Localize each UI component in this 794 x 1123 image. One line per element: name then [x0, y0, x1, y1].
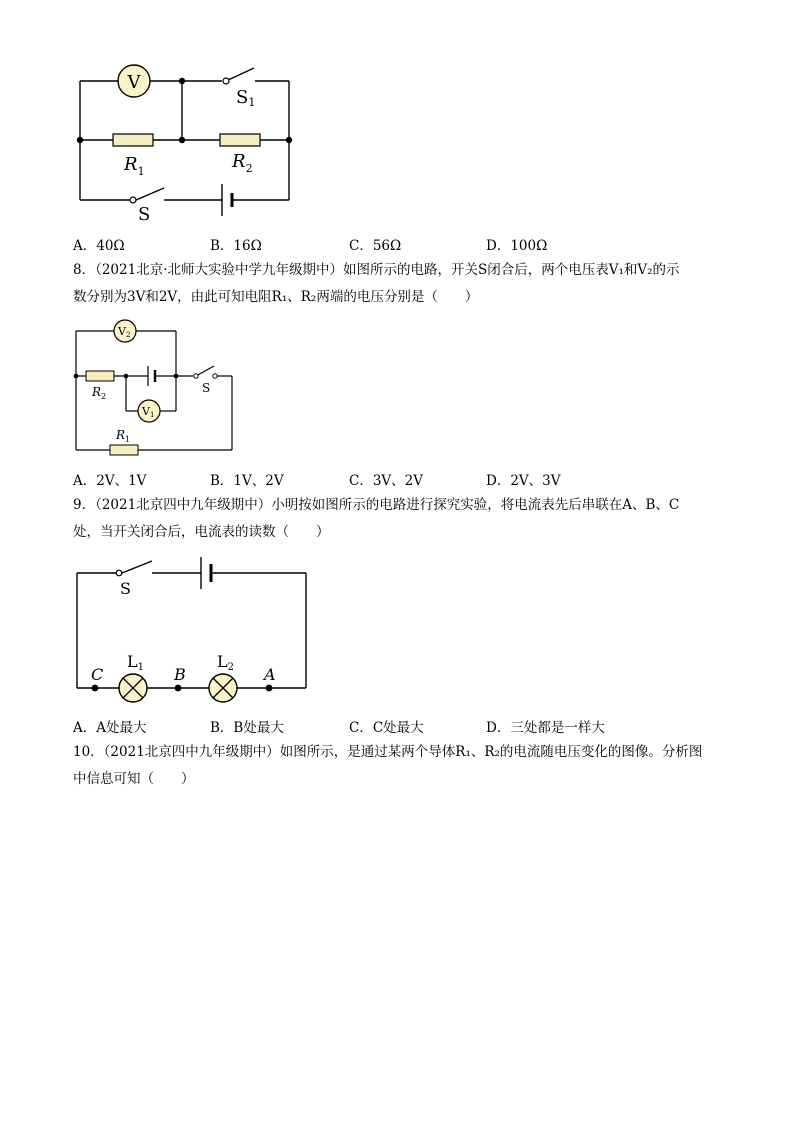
point-c-label: C [91, 665, 104, 684]
q10-stem-line2: 中信息可知（ ） [73, 771, 195, 787]
q8-stem-line2: 数分别为3V和2V，由此可知电阻R₁、R₂两端的电压分别是（ ） [73, 289, 479, 305]
point-a-label: A [264, 665, 276, 684]
resistor-r2-label: $R_2$ [92, 385, 107, 401]
voltmeter-v2-label: V2 [118, 325, 131, 339]
q9-stem-line1: 9．（2021北京四中九年级期中）小明按如图所示的电路进行探究实验，将电流表先后串联在A、B、C [73, 497, 680, 513]
resistor-r1-label: $R_1$ [116, 428, 131, 444]
q7-option-a[interactable]: A．40Ω [73, 238, 125, 254]
q9-option-b[interactable]: B．B处最大 [210, 720, 284, 736]
q9-stem-line2: 处，当开关闭合后，电流表的读数（ ） [73, 524, 330, 540]
q9-options [73, 716, 713, 736]
point-b-label: B [174, 665, 186, 684]
resistor-r2-label: $R_2$ [232, 151, 253, 175]
q8-option-b[interactable]: B．1V、2V [210, 473, 284, 489]
q8-option-c[interactable]: C．3V、2V [349, 473, 424, 489]
point-b [175, 685, 182, 692]
point-a [266, 685, 273, 692]
switch-s-label: S [138, 204, 151, 225]
switch-s-label: S [120, 579, 131, 598]
point-c [92, 685, 99, 692]
q9-option-a[interactable]: A．A处最大 [73, 720, 147, 736]
resistor-r1-label: $R_1$ [124, 154, 145, 178]
lamp-l2-label: L2 [217, 652, 234, 673]
q9-option-c[interactable]: C．C处最大 [349, 720, 424, 736]
voltmeter-label: V [127, 72, 141, 93]
q7-option-c[interactable]: C．56Ω [349, 238, 402, 254]
voltmeter-v1-label: V1 [142, 405, 155, 419]
lamp-l1 [119, 674, 147, 702]
q7-option-b[interactable]: B．16Ω [210, 238, 262, 254]
switch-s-label: S [202, 381, 211, 395]
lamp-l2 [209, 674, 237, 702]
q8-option-a[interactable]: A．2V、1V [73, 473, 147, 489]
switch-s1-label: S1 [236, 87, 256, 109]
q8-option-d[interactable]: D．2V、3V [486, 473, 561, 489]
q9-option-d[interactable]: D．三处都是一样大 [486, 720, 605, 736]
lamp-l1-label: L1 [127, 652, 144, 673]
q7-option-d[interactable]: D．100Ω [486, 238, 548, 254]
q10-stem [73, 739, 733, 793]
q8-stem-line1: 8．（2021北京·北师大实验中学九年级期中）如图所示的电路，开关S闭合后，两个电压表V₁和V₂的示 [73, 262, 680, 278]
q10-stem-line1: 10．（2021北京四中九年级期中）如图所示，是通过某两个导体R₁、R₂的电流随电压变化的图像。分析图 [73, 744, 703, 760]
